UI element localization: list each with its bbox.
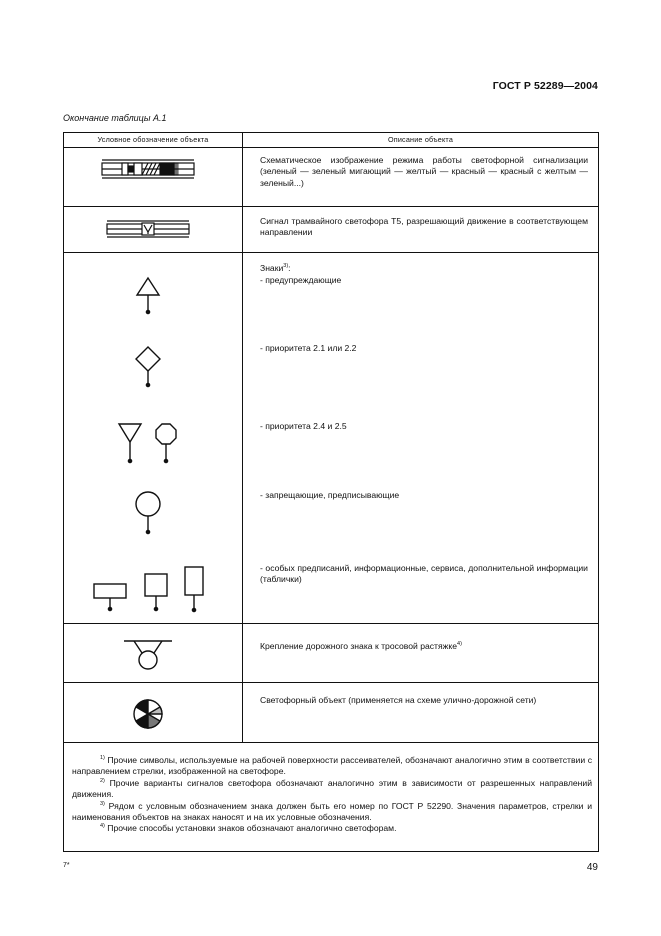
column-header-description: Описание объекта <box>387 135 454 144</box>
footnote-text: Прочие варианты сигналов светофора обозначают аналогично этим в зависимости от разрешенных направлений движения. <box>72 777 592 800</box>
description-priority-2-4: - приоритета 2.4 и 2.5 <box>260 421 347 431</box>
footnote-text: Прочие символы, используемые на рабочей поверхности рассеивателей, обозначают аналогично этим в соответствии с направлением стрелки, изображенной на светофоре. <box>72 755 592 777</box>
information-plate-wide-icon <box>94 584 126 611</box>
description-signal-mode: Схематическое изображение режима работы светофорной сигнализации (зеленый — зеленый мигающий — желтый — красный — красный с желтым — зеленый...) <box>260 155 588 188</box>
description-traffic-light-object: Светофорный объект (применяется на схеме улично-дорожной сети) <box>260 695 537 705</box>
description-cable-suspension <box>260 641 588 652</box>
footnote-text: Рядом с условным обозначением знака должен быть его номер по ГОСТ Р 52290. Значения параметров, стрелки и наименования объектов на знаках наносят и на их условные обозначения. <box>72 800 593 823</box>
description-warning: - предупреждающие <box>260 275 342 285</box>
column-divider <box>242 133 243 743</box>
symbols-table <box>63 132 599 852</box>
footnote <box>72 823 592 834</box>
footnote <box>72 801 592 824</box>
information-plate-square-icon <box>145 574 167 611</box>
signs-heading <box>260 263 588 274</box>
footnote-number: 1) <box>100 755 105 762</box>
footnote <box>72 778 592 801</box>
footnote-ref: 4) <box>457 641 462 648</box>
prohibitory-sign-icon <box>136 492 160 534</box>
priority-sign-diamond-icon <box>136 347 160 387</box>
signs-title: Знаки <box>260 263 284 273</box>
traffic-light-object-icon <box>134 700 162 728</box>
cable-suspension-text: Крепление дорожного знака к тросовой растяжке <box>260 641 458 651</box>
description-prohibitory: - запрещающие, предписывающие <box>260 490 400 500</box>
table-caption: Окончание таблицы А.1 <box>63 113 167 123</box>
signal-mode-scheme-icon <box>102 160 194 178</box>
footnote-number: 2) <box>100 777 105 784</box>
footnote-number: 4) <box>100 823 105 830</box>
priority-sign-yield-icon <box>119 424 141 463</box>
document-code: ГОСТ Р 52289—2004 <box>492 80 598 92</box>
description-priority-2-1: - приоритета 2.1 или 2.2 <box>260 343 357 353</box>
information-plate-tall-icon <box>185 567 203 612</box>
signature-mark: 7* <box>63 862 70 869</box>
footnote <box>72 755 592 778</box>
description-information: - особых предписаний, информационные, сервиса, дополнительной информации (таблички) <box>260 563 588 585</box>
footnote-ref: 3) <box>283 263 289 270</box>
footnote-text: Прочие способы установки знаков обозначают аналогично светофорам. <box>107 823 397 834</box>
signs-title-colon: : <box>288 263 291 273</box>
description-tram-signal: Сигнал трамвайного светофора Т5, разрешающий движение в соответствующем направлении <box>260 216 588 238</box>
symbols-column <box>64 133 242 743</box>
cable-suspension-icon <box>124 641 172 669</box>
footnote-number: 3) <box>100 800 105 807</box>
footnotes <box>72 755 592 835</box>
page-number: 49 <box>586 862 598 873</box>
tram-signal-t5-icon <box>107 221 189 237</box>
column-header-symbol: Условное обозначение объекта <box>97 135 209 144</box>
warning-sign-icon <box>137 278 159 314</box>
priority-sign-stop-icon <box>156 424 176 463</box>
